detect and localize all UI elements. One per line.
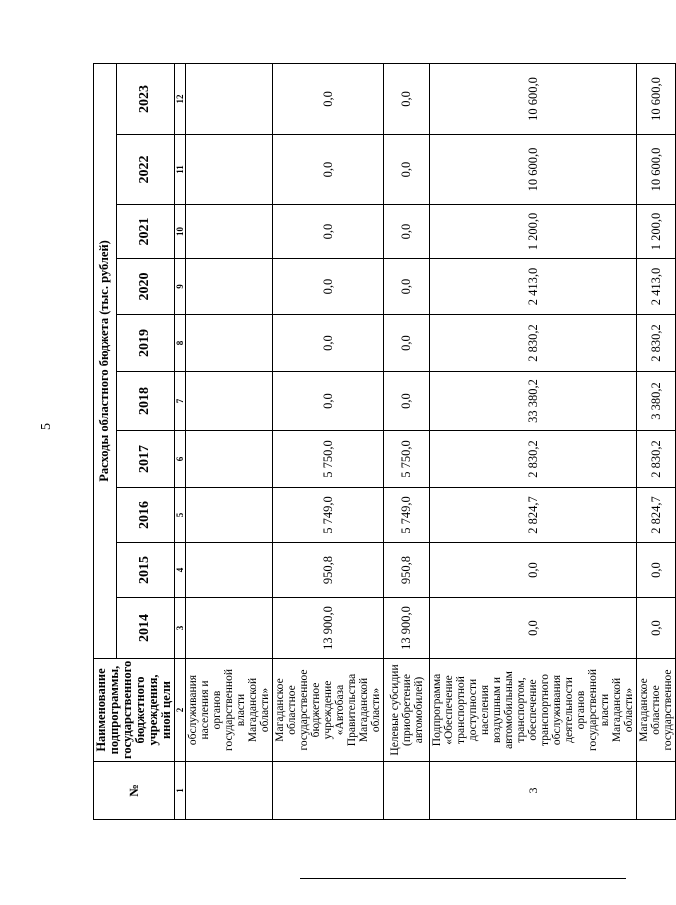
table-row [637, 63, 676, 819]
cell-value: 0,0 [384, 372, 430, 431]
cell-value: 10 600,0 [637, 135, 676, 205]
cell-value: 13 900,0 [384, 598, 430, 659]
column-number: 8 [175, 315, 186, 372]
year-header: 2014 [116, 598, 174, 659]
cell-value: 2 824,7 [430, 488, 637, 543]
cell-value: 0,0 [273, 205, 384, 259]
header-number: № [94, 762, 175, 820]
bottom-divider [300, 878, 626, 879]
year-header: 2023 [116, 63, 174, 134]
header-expenses: Расходы областного бюджета (тыс. рублей) [94, 63, 117, 658]
cell-value: 2 830,2 [637, 431, 676, 488]
year-header: 2019 [116, 315, 174, 372]
row-index [384, 762, 430, 820]
year-header: 2020 [116, 259, 174, 315]
column-number: 6 [175, 431, 186, 488]
cell-value: 0,0 [273, 315, 384, 372]
row-index [186, 762, 273, 820]
year-header: 2021 [116, 205, 174, 259]
row-name: Целевые субсидии (приобретение автомобилей) [384, 659, 430, 762]
cell-value [186, 372, 273, 431]
column-number: 7 [175, 372, 186, 431]
cell-value: 0,0 [430, 543, 637, 598]
cell-value [186, 598, 273, 659]
cell-value: 2 413,0 [430, 259, 637, 315]
column-number: 1 [175, 762, 186, 820]
cell-value: 0,0 [384, 205, 430, 259]
cell-value [186, 431, 273, 488]
budget-table [93, 63, 676, 820]
cell-value: 1 200,0 [637, 205, 676, 259]
column-number: 9 [175, 259, 186, 315]
cell-value: 13 900,0 [273, 598, 384, 659]
row-index: 3 [430, 762, 637, 820]
column-number: 5 [175, 488, 186, 543]
cell-value: 1 200,0 [430, 205, 637, 259]
cell-value: 2 413,0 [637, 259, 676, 315]
cell-value: 10 600,0 [430, 135, 637, 205]
cell-value: 5 749,0 [273, 488, 384, 543]
cell-value: 0,0 [273, 372, 384, 431]
row-name: обслуживания населения и органов государственной власти Магаданской области» [186, 659, 273, 762]
cell-value: 0,0 [273, 259, 384, 315]
cell-value: 0,0 [430, 598, 637, 659]
row-name: Магаданское областное государственное [637, 659, 676, 762]
page-number: 5 [39, 423, 54, 430]
cell-value: 5 750,0 [384, 431, 430, 488]
row-name: Магаданское областное государственное бюджетное учреждение «Автобаза Правительства Магаданской области» [273, 659, 384, 762]
column-number: 10 [175, 205, 186, 259]
cell-value: 5 749,0 [384, 488, 430, 543]
cell-value: 0,0 [273, 135, 384, 205]
cell-value [186, 259, 273, 315]
column-number: 4 [175, 543, 186, 598]
column-number: 11 [175, 135, 186, 205]
cell-value [186, 63, 273, 134]
header-name: Наименование подпрограммы, государственного бюджетного учреждения, иной цели [94, 659, 175, 762]
cell-value [186, 488, 273, 543]
cell-value: 5 750,0 [273, 431, 384, 488]
cell-value: 2 830,2 [637, 315, 676, 372]
cell-value: 33 380,2 [430, 372, 637, 431]
cell-value: 2 830,2 [430, 431, 637, 488]
cell-value: 0,0 [637, 598, 676, 659]
cell-value: 10 600,0 [430, 63, 637, 134]
cell-value: 0,0 [273, 63, 384, 134]
cell-value [186, 315, 273, 372]
row-index [637, 762, 676, 820]
cell-value: 0,0 [384, 63, 430, 134]
year-header: 2016 [116, 488, 174, 543]
column-number: 12 [175, 63, 186, 134]
cell-value: 950,8 [273, 543, 384, 598]
cell-value: 0,0 [384, 315, 430, 372]
row-name: Подпрограмма «Обеспечение транспортной доступности населения воздушным и автомобильным транспортом, обеспечение транспортного обслуживания деятельности органов государственной власти Магаданской области» [430, 659, 637, 762]
cell-value [186, 205, 273, 259]
table-row [430, 63, 637, 819]
cell-value: 10 600,0 [637, 63, 676, 134]
cell-value [186, 135, 273, 205]
cell-value: 3 380,2 [637, 372, 676, 431]
cell-value: 950,8 [384, 543, 430, 598]
cell-value: 0,0 [384, 259, 430, 315]
cell-value: 2 830,2 [430, 315, 637, 372]
year-header: 2015 [116, 543, 174, 598]
cell-value [186, 543, 273, 598]
cell-value: 0,0 [384, 135, 430, 205]
table-row [273, 63, 384, 819]
table-row [384, 63, 430, 819]
year-header: 2018 [116, 372, 174, 431]
table-row [186, 63, 273, 819]
cell-value: 2 824,7 [637, 488, 676, 543]
column-number: 2 [175, 659, 186, 762]
rotated-table-container [93, 64, 674, 820]
year-header: 2022 [116, 135, 174, 205]
column-number: 3 [175, 598, 186, 659]
year-header: 2017 [116, 431, 174, 488]
row-index [273, 762, 384, 820]
cell-value: 0,0 [637, 543, 676, 598]
